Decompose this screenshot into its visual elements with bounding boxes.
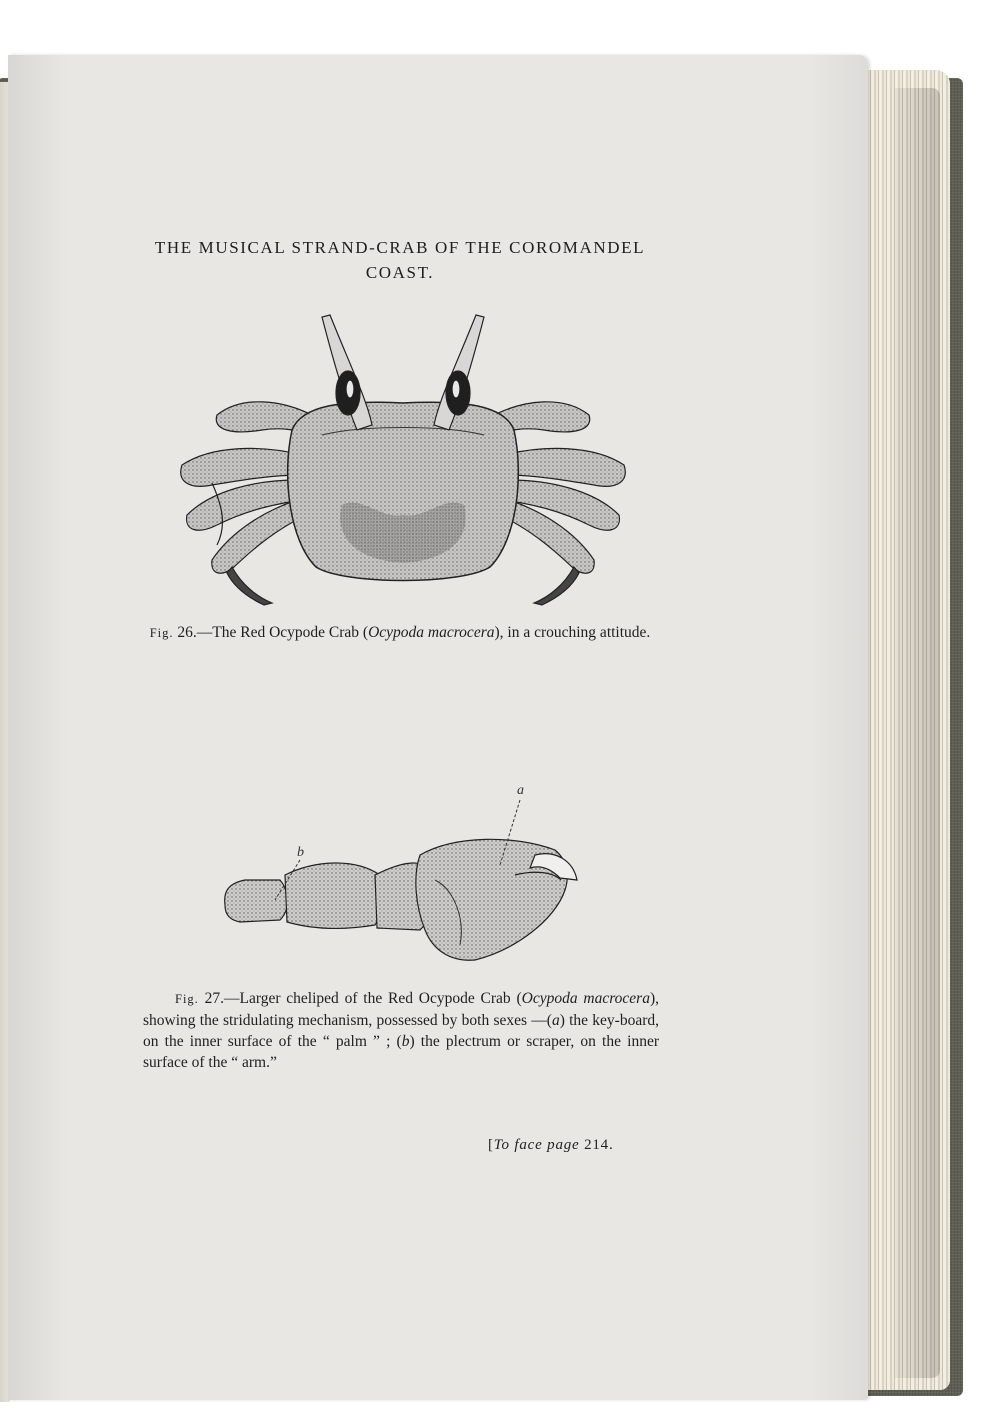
fig-27-species-name: Ocypoda macrocera	[521, 990, 650, 1007]
fig-27-prefix: Fig.	[175, 992, 199, 1006]
crab-illustration	[172, 305, 634, 610]
fig-27-label-b-ref: b	[401, 1033, 410, 1050]
fig-27-label-a-ref: a	[551, 1012, 560, 1029]
claw-illustration	[215, 780, 585, 970]
plate-title-line-1: THE MUSICAL STRAND-CRAB OF THE COROMANDEL	[154, 238, 646, 257]
plate-title-line-2: COAST.	[365, 263, 435, 282]
figure-27-caption	[143, 988, 659, 1073]
plate-title	[140, 235, 660, 285]
claw-label-a: a	[517, 783, 524, 798]
fig-26-species-name: Ocypoda macrocera	[368, 624, 495, 641]
fig-26-caption-text: —The Red Ocypode Crab (	[196, 624, 369, 641]
fig-26-prefix: Fig.	[149, 626, 174, 640]
fig-27-caption-text-4: ) the plectrum or scraper, on the inner surface of the “ arm.”	[143, 1033, 659, 1071]
facing-note-bracket: [	[488, 1137, 494, 1153]
fig-26-number: 26.	[173, 624, 197, 641]
fig-26-caption-tail: ), in a crouching attitude.	[494, 624, 651, 641]
crab-legs-left	[181, 448, 302, 605]
crab-legs-right	[504, 448, 625, 605]
figure-26-caption	[140, 622, 660, 644]
page-edges-shadow	[895, 88, 940, 1378]
facing-note-page-number: 214.	[579, 1137, 614, 1153]
fig-27-caption-text-3: ) the key-board, on the inner surface of the “ palm ” ; (	[143, 1012, 660, 1050]
claw-label-b: b	[297, 845, 304, 860]
facing-page-note	[488, 1137, 614, 1154]
fig-27-caption-text-1: —Larger cheliped of the Red Ocypode Crab (	[223, 990, 522, 1007]
fig-27-caption-text-2: ), showing the stridulating mechanism, possessed by both sexes —(	[143, 990, 659, 1029]
fig-27-number: 27.	[198, 990, 224, 1007]
facing-note-text: To face page	[493, 1137, 580, 1153]
